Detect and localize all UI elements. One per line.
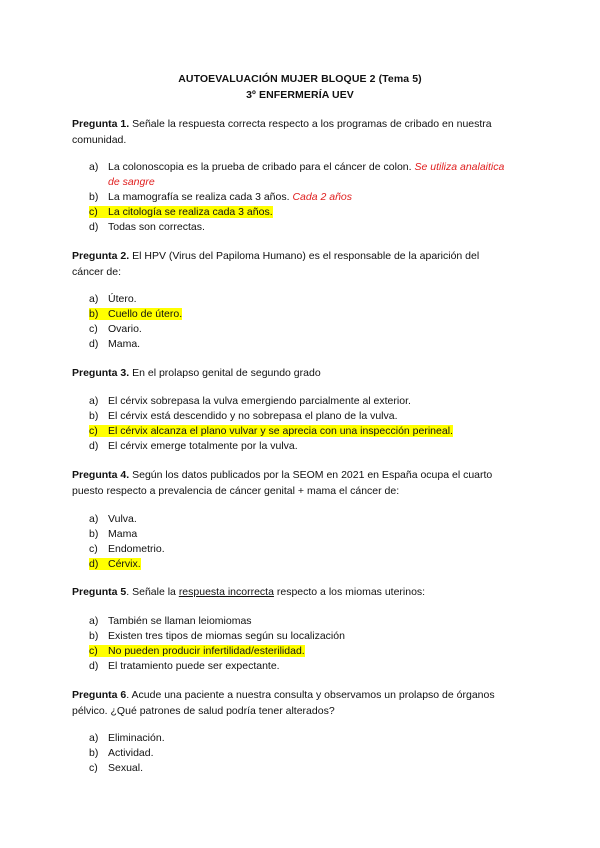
option-4b — [89, 527, 539, 542]
document-title: AUTOEVALUACIÓN MUJER BLOQUE 2 (Tema 5) — [178, 73, 422, 85]
question-text-cont: puesto respecto a prevalencia de cáncer genital + mama el cáncer de: — [72, 485, 400, 497]
option-text: Mama — [108, 528, 138, 540]
option-3c — [89, 424, 539, 439]
question-text: Señale la respuesta correcta respecto a los programas de cribado en nuestra — [129, 118, 492, 130]
option-letter: a) — [89, 513, 99, 525]
option-letter: b) — [89, 308, 99, 320]
question-6 — [72, 687, 532, 719]
option-5c — [89, 644, 539, 659]
option-2c — [89, 322, 539, 337]
option-letter: c) — [89, 762, 98, 774]
option-letter: c) — [89, 425, 98, 437]
option-letter: a) — [89, 161, 99, 173]
option-text-correct: No pueden producir infertilidad/esterilidad. — [108, 645, 305, 657]
question-text: . Señale la — [126, 586, 179, 598]
option-letter: a) — [89, 395, 99, 407]
question-text-underlined: respuesta incorrecta — [178, 586, 274, 598]
option-letter: c) — [89, 645, 98, 657]
option-letter: a) — [89, 615, 99, 627]
option-5d — [89, 659, 539, 674]
option-text: El tratamiento puede ser expectante. — [108, 660, 280, 672]
option-letter: c) — [89, 543, 98, 555]
option-text: También se llaman leiomiomas — [108, 615, 252, 627]
option-letter: b) — [89, 747, 99, 759]
option-letter: c) — [89, 323, 98, 335]
option-text: Vulva. — [108, 513, 137, 525]
question-2 — [72, 248, 532, 280]
question-5 — [72, 584, 532, 600]
option-text: La mamografía se realiza cada 3 años. — [108, 191, 290, 203]
question-text: En el prolapso genital de segundo grado — [129, 367, 321, 379]
option-4a — [89, 512, 539, 527]
correction-note: Cada 2 años — [292, 191, 352, 203]
option-1b — [89, 190, 539, 205]
option-1c — [89, 205, 539, 220]
option-letter: d) — [89, 558, 99, 570]
question-text-cont: pélvico. ¿Qué patrones de salud podría tener alterados? — [72, 705, 335, 717]
option-letter: d) — [89, 221, 99, 233]
option-1a — [89, 160, 539, 175]
question-4 — [72, 467, 532, 499]
question-1 — [72, 116, 532, 148]
question-label: Pregunta 5 — [72, 586, 127, 598]
option-text-correct: Cuello de útero. — [108, 308, 183, 320]
option-letter: b) — [89, 191, 99, 203]
option-6b — [89, 746, 539, 761]
option-text: Útero. — [108, 293, 137, 305]
option-text: Mama. — [108, 338, 141, 350]
question-text: . Acude una paciente a nuestra consulta y observamos un prolapso de órganos — [126, 689, 495, 701]
option-text: Eliminación. — [108, 732, 165, 744]
option-2b — [89, 307, 539, 322]
option-1d — [89, 220, 539, 235]
option-4d — [89, 557, 539, 572]
option-6c — [89, 761, 539, 776]
option-letter: d) — [89, 338, 99, 350]
option-text-correct: El cérvix alcanza el plano vulvar y se aprecia con una inspección perineal. — [108, 425, 453, 437]
question-text: respecto a los miomas uterinos: — [273, 586, 426, 598]
option-letter: b) — [89, 410, 99, 422]
question-label: Pregunta 4. — [72, 469, 130, 481]
option-text: Actividad. — [108, 747, 154, 759]
option-letter: a) — [89, 293, 99, 305]
option-letter: d) — [89, 660, 99, 672]
option-text: La colonoscopia es la prueba de cribado para el cáncer de colon. — [108, 161, 412, 173]
question-label: Pregunta 3. — [72, 367, 130, 379]
option-5b — [89, 629, 539, 644]
option-4c — [89, 542, 539, 557]
option-5a — [89, 614, 539, 629]
option-text: El cérvix emerge totalmente por la vulva. — [108, 440, 298, 452]
document-subtitle: 3º ENFERMERÍA UEV — [246, 89, 354, 101]
option-3d — [89, 439, 539, 454]
option-text: El cérvix sobrepasa la vulva emergiendo parcialmente al exterior. — [108, 395, 411, 407]
question-text: El HPV (Virus del Papiloma Humano) es el responsable de la aparición del — [129, 250, 480, 262]
question-label: Pregunta 2. — [72, 250, 130, 262]
question-label: Pregunta 1. — [72, 118, 130, 130]
option-text: Endometrio. — [108, 543, 165, 555]
option-letter: d) — [89, 440, 99, 452]
question-text: Según los datos publicados por la SEOM en 2021 en España ocupa el cuarto — [129, 469, 493, 481]
option-text: Ovario. — [108, 323, 142, 335]
option-text: El cérvix está descendido y no sobrepasa el plano de la vulva. — [108, 410, 398, 422]
option-letter: c) — [89, 206, 98, 218]
option-3b — [89, 409, 539, 424]
question-3 — [72, 365, 532, 381]
question-label: Pregunta 6 — [72, 689, 127, 701]
option-2a — [89, 292, 539, 307]
option-text: Existen tres tipos de miomas según su localización — [108, 630, 345, 642]
correction-note: Se utiliza analaitica — [414, 161, 505, 173]
option-6a — [89, 731, 539, 746]
question-text-cont: cáncer de: — [72, 266, 122, 278]
option-3a — [89, 394, 539, 409]
option-text: Sexual. — [108, 762, 144, 774]
option-2d — [89, 337, 539, 352]
option-text: Todas son correctas. — [108, 221, 205, 233]
option-letter: a) — [89, 732, 99, 744]
correction-note-cont: de sangre — [108, 176, 155, 188]
option-text-correct: La citología se realiza cada 3 años. — [108, 206, 273, 218]
option-letter: b) — [89, 630, 99, 642]
option-letter: b) — [89, 528, 99, 540]
question-text-cont: comunidad. — [72, 134, 127, 146]
option-text-correct: Cérvix. — [108, 558, 141, 570]
